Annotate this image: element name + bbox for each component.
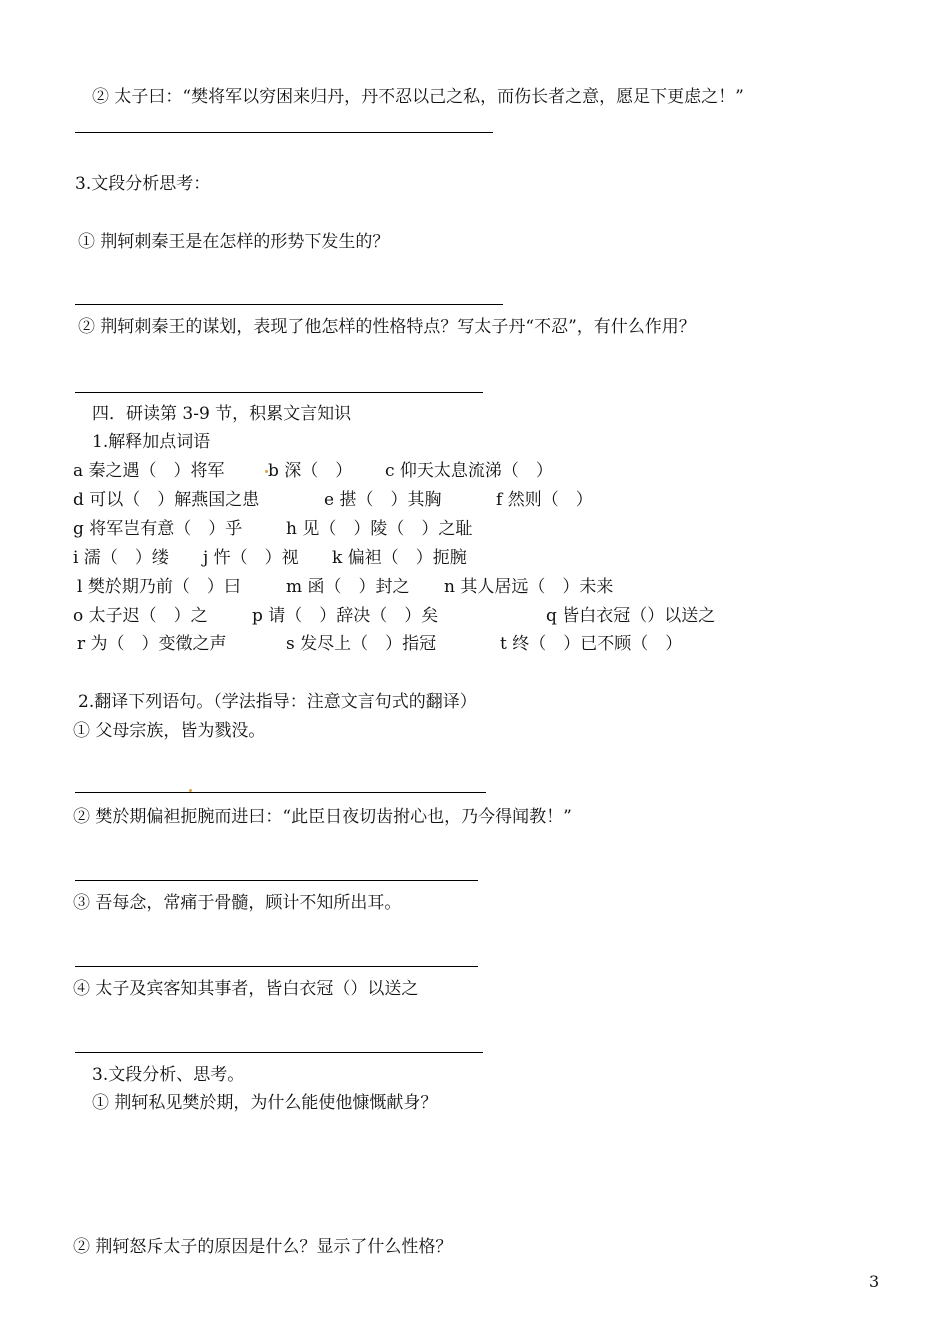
vocab-item: p 请（ ）辞决（ ）矣 (252, 606, 439, 626)
answer-line[interactable] (75, 1052, 483, 1053)
vocab-item: c 仰天太息流涕（ ） (385, 461, 553, 481)
vocab-item: h 见（ ）陵（ ）之耻 (286, 519, 473, 539)
subsection-title: 2.翻译下列语句。（学法指导：注意文言句式的翻译） (78, 692, 477, 712)
vocab-item: o 太子迟（ ）之 (73, 606, 208, 626)
translate-item: ③ 吾每念，常痛于骨髓，顾计不知所出耳。 (73, 893, 402, 913)
vocab-item: a 秦之遇（ ）将军 (73, 461, 225, 481)
vocab-item: f 然则（ ） (496, 490, 593, 510)
analysis-title: 3.文段分析思考： (75, 174, 211, 194)
vocab-item: e 揕（ ）其胸 (324, 490, 442, 510)
vocab-item: m 函（ ）封之 (286, 577, 410, 597)
vocab-item: j 忤（ ）视 (203, 548, 299, 568)
vocab-item: d 可以（ ）解燕国之患 (73, 490, 260, 510)
subsection-title: 3.文段分析、思考。 (92, 1065, 245, 1085)
emphasis-dot (189, 789, 192, 792)
subsection-title: 1.解释加点词语 (92, 432, 211, 452)
section-heading: 四．研读第 3-9 节，积累文言知识 (92, 404, 352, 424)
answer-line[interactable] (75, 304, 503, 305)
translate-item: ① 父母宗族，皆为戮没。 (73, 721, 266, 741)
vocab-item: b 深（ ） (268, 461, 353, 481)
vocab-item: q 皆白衣冠（）以送之 (546, 606, 716, 626)
analysis-q1: ① 荆轲刺秦王是在怎样的形势下发生的？ (78, 232, 390, 252)
page-number: 3 (869, 1272, 880, 1291)
vocab-item: r 为（ ）变徵之声 (77, 634, 227, 654)
vocab-item: t 终（ ）已不顾（ ） (500, 634, 683, 654)
vocab-item: k 偏袒（ ）扼腕 (332, 548, 467, 568)
vocab-item: n 其人居远（ ）未来 (444, 577, 614, 597)
vocab-item: s 发尽上（ ）指冠 (286, 634, 437, 654)
analysis-item: ② 荆轲怒斥太子的原因是什么？显示了什么性格？ (73, 1237, 453, 1257)
analysis-item: ① 荆轲私见樊於期，为什么能使他慷慨献身？ (92, 1093, 438, 1113)
vocab-item: i 濡（ ）缕 (73, 548, 169, 568)
vocab-item: g 将军岂有意（ ）乎 (73, 519, 243, 539)
answer-line[interactable] (75, 792, 486, 793)
translate-q2-text: ② 太子曰：“樊将军以穷困来归丹，丹不忍以己之私，而伤长者之意，愿足下更虑之！” (92, 87, 744, 107)
answer-line[interactable] (75, 966, 478, 967)
answer-line[interactable] (75, 880, 478, 881)
answer-line[interactable] (75, 132, 493, 133)
analysis-q2: ② 荆轲刺秦王的谋划，表现了他怎样的性格特点？写太子丹“不忍”，有什么作用？ (78, 317, 696, 337)
translate-item: ④ 太子及宾客知其事者，皆白衣冠（）以送之 (73, 979, 419, 999)
translate-item: ② 樊於期偏袒扼腕而进曰：“此臣日夜切齿拊心也，乃今得闻教！” (73, 807, 572, 827)
vocab-item: l 樊於期乃前（ ）曰 (77, 577, 241, 597)
answer-line[interactable] (75, 392, 483, 393)
